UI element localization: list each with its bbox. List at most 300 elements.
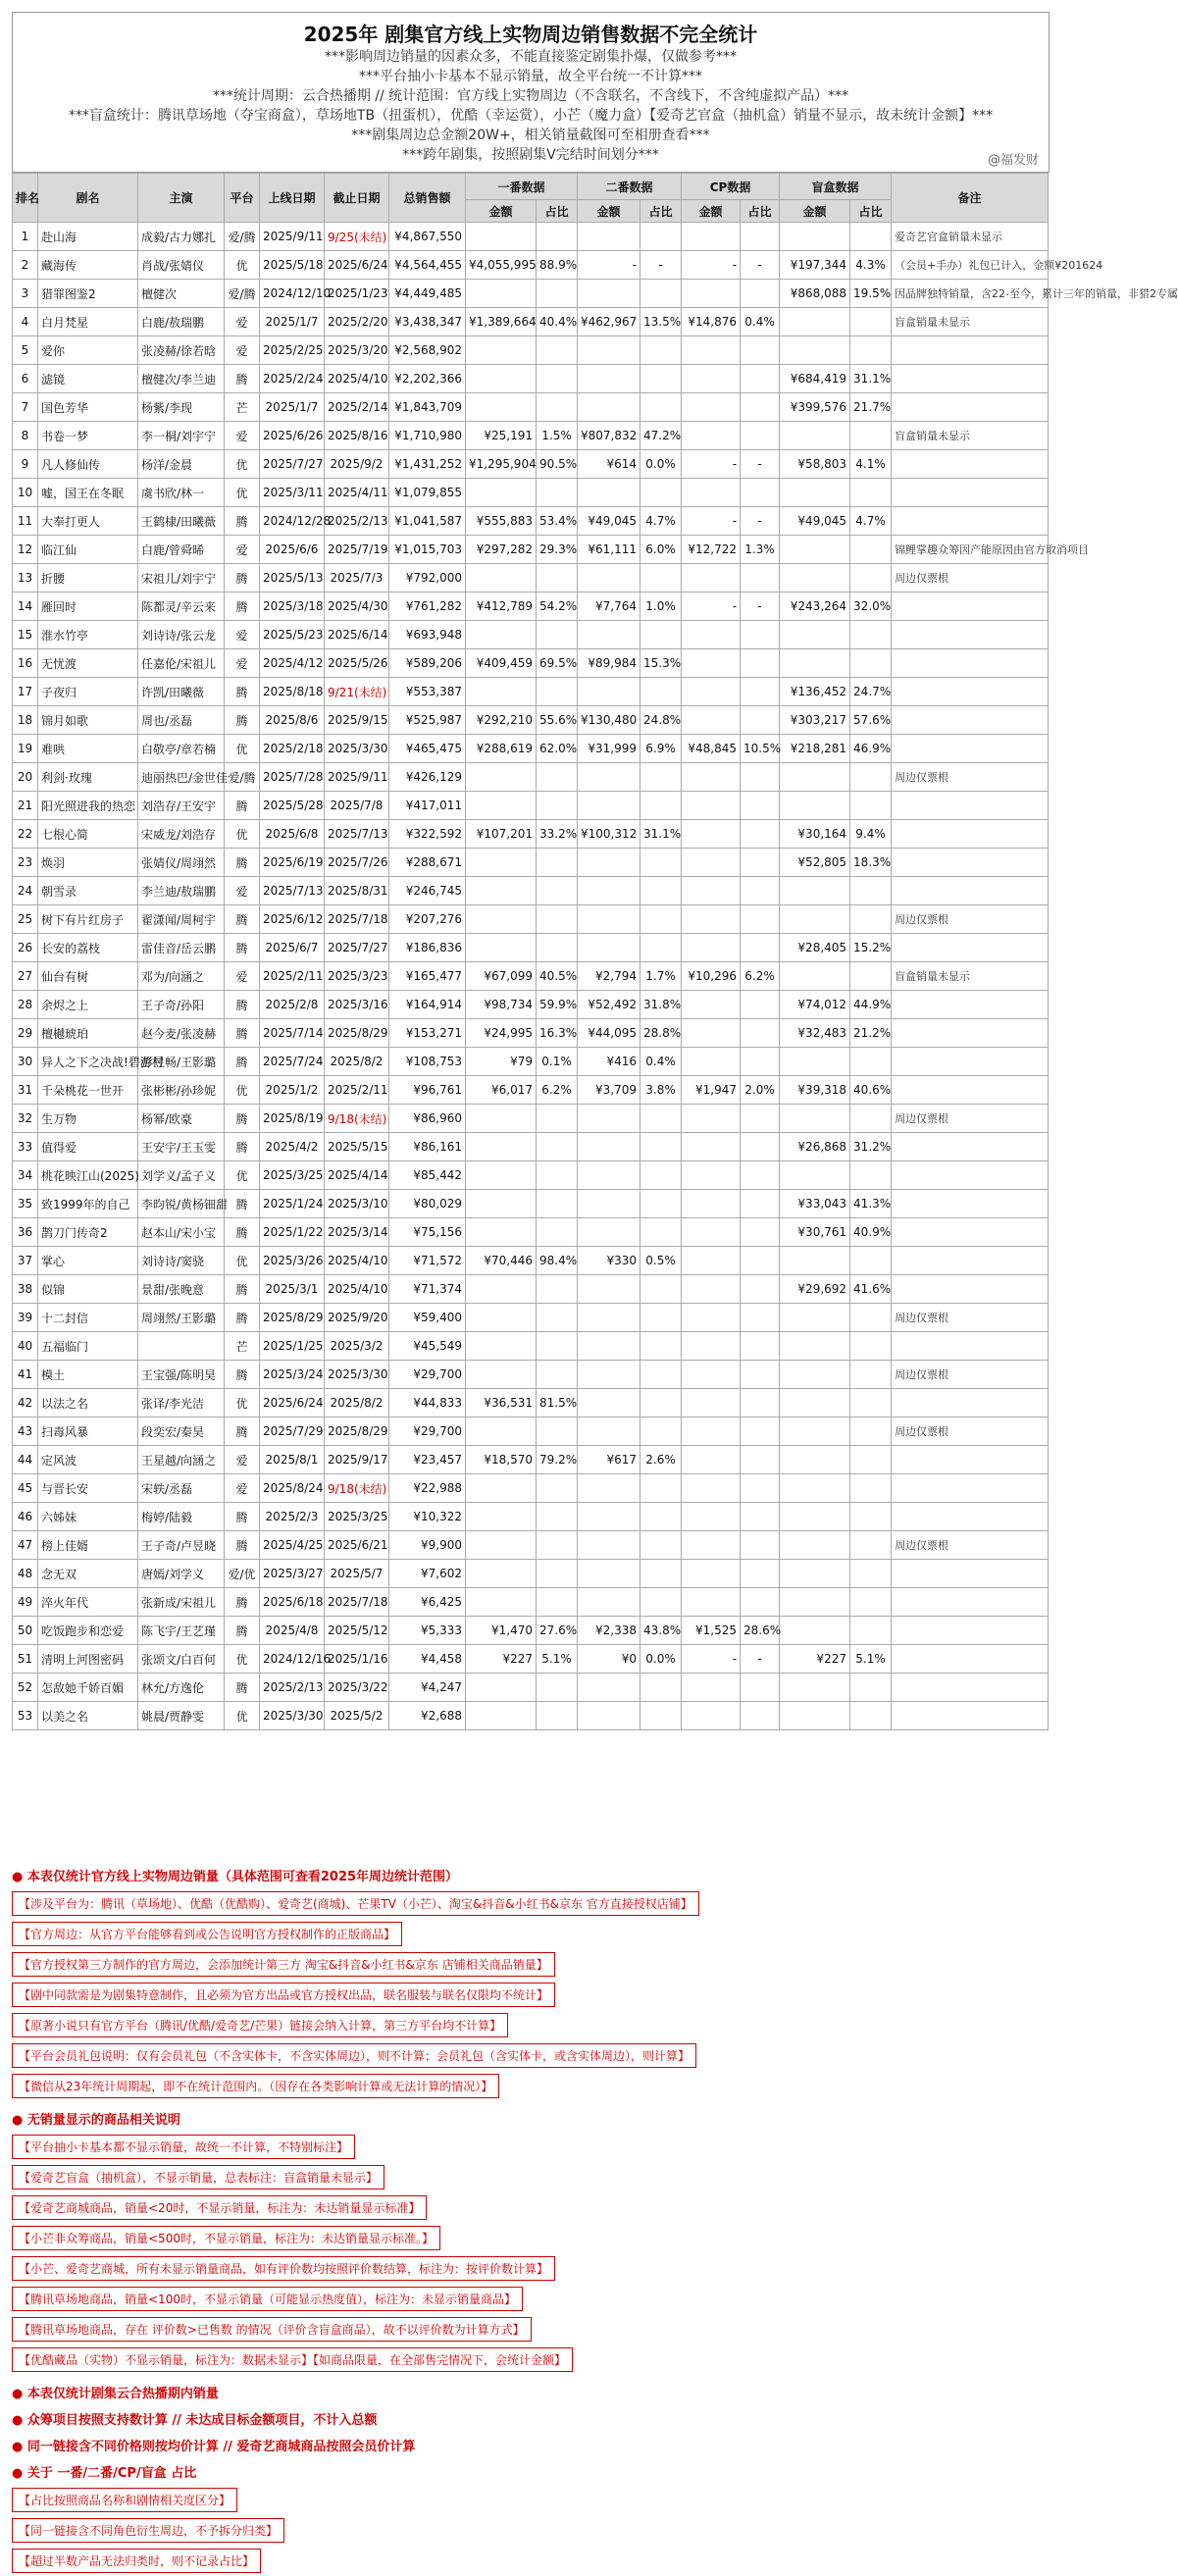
cell-remark bbox=[892, 365, 1049, 393]
cell-rank: 2 bbox=[13, 251, 38, 280]
cell-remark bbox=[892, 1446, 1049, 1474]
cell-cp-share bbox=[741, 1304, 780, 1332]
cell-lead1-amount bbox=[466, 1588, 537, 1617]
cell-lead1-amount bbox=[466, 1503, 537, 1531]
subcol-amount: 金额 bbox=[682, 200, 741, 223]
cell-remark: 周边仅票根 bbox=[892, 564, 1049, 592]
cell-platform: 腾 bbox=[225, 564, 260, 592]
cell-lead2-amount bbox=[578, 1161, 640, 1190]
cell-lead2-amount bbox=[578, 1474, 640, 1503]
cell-end-date: 2025/6/21 bbox=[325, 1531, 389, 1560]
cell-cast: 檀健次 bbox=[138, 280, 225, 308]
note-row bbox=[12, 2040, 1048, 2071]
cell-blindbox-share: 31.2% bbox=[850, 1133, 892, 1161]
cell-lead1-share bbox=[537, 479, 578, 507]
cell-lead2-amount bbox=[578, 1417, 640, 1446]
cell-rank: 36 bbox=[13, 1218, 38, 1247]
cell-total: ¥1,079,855 bbox=[389, 479, 466, 507]
cell-start-date: 2025/8/19 bbox=[260, 1105, 325, 1133]
cell-lead2-share bbox=[640, 678, 682, 706]
cell-remark bbox=[892, 1674, 1049, 1702]
cell-platform: 优 bbox=[225, 1702, 260, 1730]
header-watermark: @福发财 bbox=[987, 153, 1039, 168]
cell-cast: 刘学义/孟子义 bbox=[138, 1161, 225, 1190]
cell-cp-amount bbox=[682, 1161, 741, 1190]
cell-blindbox-share bbox=[850, 479, 892, 507]
cell-cast: 宋轶/丞磊 bbox=[138, 1474, 225, 1503]
table-row bbox=[13, 1645, 1049, 1674]
cell-blindbox-share: 9.4% bbox=[850, 820, 892, 849]
cell-lead1-amount: ¥1,295,904 bbox=[466, 450, 537, 479]
cell-platform: 爱/腾 bbox=[225, 280, 260, 308]
cell-lead2-share: 4.7% bbox=[640, 507, 682, 536]
cell-lead1-share bbox=[537, 792, 578, 820]
notes-section bbox=[12, 1858, 1048, 2576]
cell-start-date: 2025/6/26 bbox=[260, 422, 325, 450]
cell-lead2-share bbox=[640, 934, 682, 962]
cell-lead1-amount: ¥1,389,664 bbox=[466, 308, 537, 336]
cell-cast: 李昀锐/黄杨钿甜 bbox=[138, 1190, 225, 1218]
cell-lead2-share: 31.1% bbox=[640, 820, 682, 849]
cell-blindbox-amount bbox=[780, 621, 850, 649]
cell-title: 似锦 bbox=[38, 1275, 138, 1304]
cell-remark bbox=[892, 336, 1049, 365]
cell-platform: 腾 bbox=[225, 1503, 260, 1531]
cell-blindbox-share: 31.1% bbox=[850, 365, 892, 393]
cell-lead1-share bbox=[537, 1361, 578, 1389]
col-end-date: 截止日期 bbox=[325, 174, 389, 223]
cell-remark bbox=[892, 1247, 1049, 1275]
cell-cp-amount: ¥1,947 bbox=[682, 1076, 741, 1105]
cell-end-date: 2025/7/13 bbox=[325, 820, 389, 849]
cell-cp-share: 0.4% bbox=[741, 308, 780, 336]
cell-platform: 腾 bbox=[225, 507, 260, 536]
cell-total: ¥207,276 bbox=[389, 905, 466, 934]
cell-total: ¥4,564,455 bbox=[389, 251, 466, 280]
cell-cp-share bbox=[741, 1105, 780, 1133]
cell-blindbox-amount bbox=[780, 1503, 850, 1531]
cell-lead1-amount bbox=[466, 877, 537, 905]
cell-title: 桃花映江山(2025) bbox=[38, 1161, 138, 1190]
cell-rank: 52 bbox=[13, 1674, 38, 1702]
cell-remark: 周边仅票根 bbox=[892, 1105, 1049, 1133]
cell-title: 阳光照进我的热恋 bbox=[38, 792, 138, 820]
cell-cp-amount bbox=[682, 706, 741, 735]
cell-total: ¥426,129 bbox=[389, 763, 466, 792]
cell-blindbox-amount: ¥30,761 bbox=[780, 1218, 850, 1247]
cell-platform: 优 bbox=[225, 1389, 260, 1417]
cell-start-date: 2025/5/18 bbox=[260, 251, 325, 280]
cell-remark: 周边仅票根 bbox=[892, 1531, 1049, 1560]
cell-lead1-share bbox=[537, 905, 578, 934]
cell-remark bbox=[892, 991, 1049, 1019]
cell-blindbox-share bbox=[850, 1048, 892, 1076]
cell-lead2-amount bbox=[578, 1304, 640, 1332]
cell-lead2-amount: ¥89,984 bbox=[578, 649, 640, 678]
cell-lead1-share bbox=[537, 1674, 578, 1702]
cell-remark: 因品牌独特销量，含22-至今，累计三年的销量，非猎2专属 bbox=[892, 280, 1049, 308]
cell-blindbox-share bbox=[850, 621, 892, 649]
cell-platform: 腾 bbox=[225, 1417, 260, 1446]
col-total: 总销售额 bbox=[389, 174, 466, 223]
cell-end-date: 2025/3/16 bbox=[325, 991, 389, 1019]
cell-cp-amount bbox=[682, 1417, 741, 1446]
cell-platform: 芒 bbox=[225, 1332, 260, 1361]
cell-lead1-share bbox=[537, 1503, 578, 1531]
cell-blindbox-share bbox=[850, 564, 892, 592]
cell-blindbox-share bbox=[850, 1588, 892, 1617]
cell-blindbox-amount bbox=[780, 1105, 850, 1133]
cell-start-date: 2025/7/13 bbox=[260, 877, 325, 905]
cell-platform: 爱 bbox=[225, 1446, 260, 1474]
cell-lead2-amount bbox=[578, 336, 640, 365]
cell-cp-amount bbox=[682, 621, 741, 649]
cell-lead2-share bbox=[640, 621, 682, 649]
cell-lead1-amount bbox=[466, 1133, 537, 1161]
cell-start-date: 2025/2/13 bbox=[260, 1674, 325, 1702]
cell-end-date: 2025/4/30 bbox=[325, 592, 389, 621]
table-row bbox=[13, 1588, 1049, 1617]
cell-remark bbox=[892, 649, 1049, 678]
cell-cast: 周也/丞磊 bbox=[138, 706, 225, 735]
cell-cast: 王星越/向涵之 bbox=[138, 1446, 225, 1474]
cell-lead2-amount bbox=[578, 564, 640, 592]
cell-lead2-share bbox=[640, 280, 682, 308]
cell-end-date: 2025/4/14 bbox=[325, 1161, 389, 1190]
table-row bbox=[13, 507, 1049, 536]
cell-lead2-share bbox=[640, 1361, 682, 1389]
cell-title: 利剑·玫瑰 bbox=[38, 763, 138, 792]
cell-total: ¥6,425 bbox=[389, 1588, 466, 1617]
cell-title: 藏海传 bbox=[38, 251, 138, 280]
cell-total: ¥5,333 bbox=[389, 1617, 466, 1645]
cell-blindbox-amount bbox=[780, 763, 850, 792]
cell-cp-amount bbox=[682, 1446, 741, 1474]
cell-lead1-amount bbox=[466, 280, 537, 308]
cell-end-date: 2025/5/2 bbox=[325, 1702, 389, 1730]
cell-cp-amount bbox=[682, 1247, 741, 1275]
cell-start-date: 2025/8/1 bbox=[260, 1446, 325, 1474]
cell-platform: 爱 bbox=[225, 336, 260, 365]
cell-lead1-amount: ¥25,191 bbox=[466, 422, 537, 450]
cell-end-date: 2025/3/14 bbox=[325, 1218, 389, 1247]
cell-end-date: 2025/7/18 bbox=[325, 905, 389, 934]
cell-cp-amount bbox=[682, 393, 741, 422]
cell-lead2-amount: ¥52,492 bbox=[578, 991, 640, 1019]
cell-blindbox-amount: ¥74,012 bbox=[780, 991, 850, 1019]
cell-rank: 44 bbox=[13, 1446, 38, 1474]
cell-total: ¥23,457 bbox=[389, 1446, 466, 1474]
cell-platform: 腾 bbox=[225, 1588, 260, 1617]
page-title: 2025年 剧集官方线上实物周边销售数据不完全统计 bbox=[303, 23, 758, 46]
cell-rank: 37 bbox=[13, 1247, 38, 1275]
cell-start-date: 2025/1/25 bbox=[260, 1332, 325, 1361]
cell-rank: 16 bbox=[13, 649, 38, 678]
cell-lead2-amount bbox=[578, 365, 640, 393]
cell-cp-share bbox=[741, 706, 780, 735]
cell-start-date: 2025/8/6 bbox=[260, 706, 325, 735]
header-line-5: ***剧集周边总金额20W+，相关销量截图可至相册查看*** bbox=[351, 128, 710, 143]
cell-cp-share bbox=[741, 1417, 780, 1446]
cell-cp-share bbox=[741, 1474, 780, 1503]
cell-lead2-share: 0.0% bbox=[640, 450, 682, 479]
subcol-share: 占比 bbox=[537, 200, 578, 223]
cell-lead2-amount: ¥7,764 bbox=[578, 592, 640, 621]
cell-end-date: 9/21(未结) bbox=[325, 678, 389, 706]
cell-cast: 刘诗诗/张云龙 bbox=[138, 621, 225, 649]
cell-cp-share bbox=[741, 905, 780, 934]
header-line-2: ***平台抽小卡基本不显示销量，故全平台统一不计算*** bbox=[359, 69, 702, 84]
cell-title: 怎敌她千娇百媚 bbox=[38, 1674, 138, 1702]
cell-lead1-amount bbox=[466, 393, 537, 422]
cell-cast: 刘浩存/王安宇 bbox=[138, 792, 225, 820]
cell-cp-share bbox=[741, 649, 780, 678]
cell-blindbox-share bbox=[850, 763, 892, 792]
cell-end-date: 2025/5/15 bbox=[325, 1133, 389, 1161]
cell-cp-share bbox=[741, 365, 780, 393]
table-row bbox=[13, 678, 1049, 706]
cell-cp-amount: ¥12,722 bbox=[682, 536, 741, 564]
cell-end-date: 2025/2/11 bbox=[325, 1076, 389, 1105]
cell-lead2-share bbox=[640, 792, 682, 820]
cell-platform: 优 bbox=[225, 1161, 260, 1190]
cell-cast: 林允/方逸伦 bbox=[138, 1674, 225, 1702]
table-row bbox=[13, 592, 1049, 621]
cell-lead2-amount bbox=[578, 1674, 640, 1702]
note-row bbox=[12, 2071, 1048, 2101]
cell-blindbox-share bbox=[850, 422, 892, 450]
note-item: 【小芒非众筹商品，销量<500时，不显示销量，标注为：未达销量显示标准。】 bbox=[12, 2226, 440, 2250]
table-row bbox=[13, 479, 1049, 507]
cell-cp-amount: ¥14,876 bbox=[682, 308, 741, 336]
table-row bbox=[13, 1503, 1049, 1531]
cell-platform: 腾 bbox=[225, 1674, 260, 1702]
cell-blindbox-amount: ¥39,318 bbox=[780, 1076, 850, 1105]
col-cp: CP数据 bbox=[682, 174, 780, 200]
cell-rank: 53 bbox=[13, 1702, 38, 1730]
cell-total: ¥59,400 bbox=[389, 1304, 466, 1332]
cell-remark bbox=[892, 1161, 1049, 1190]
cell-total: ¥3,438,347 bbox=[389, 308, 466, 336]
cell-cp-amount bbox=[682, 649, 741, 678]
cell-lead1-amount bbox=[466, 792, 537, 820]
cell-remark: 盲盒销量未显示 bbox=[892, 422, 1049, 450]
cell-platform: 腾 bbox=[225, 678, 260, 706]
cell-blindbox-share bbox=[850, 649, 892, 678]
header-line-6: ***跨年剧集，按照剧集V完结时间划分*** bbox=[402, 147, 659, 163]
cell-blindbox-amount bbox=[780, 336, 850, 365]
cell-lead2-share bbox=[640, 1218, 682, 1247]
cell-lead2-amount: ¥416 bbox=[578, 1048, 640, 1076]
cell-blindbox-amount: ¥33,043 bbox=[780, 1190, 850, 1218]
cell-total: ¥246,745 bbox=[389, 877, 466, 905]
cell-remark: 盲盒销量未显示 bbox=[892, 962, 1049, 991]
cell-lead2-share bbox=[640, 1389, 682, 1417]
cell-cast: 王安宇/王玉雯 bbox=[138, 1133, 225, 1161]
cell-blindbox-share: 4.3% bbox=[850, 251, 892, 280]
cell-title: 异人之下之决战!碧游村 bbox=[38, 1048, 138, 1076]
cell-cp-amount bbox=[682, 934, 741, 962]
cell-cast: 杨洋/金晨 bbox=[138, 450, 225, 479]
cell-cp-share: - bbox=[741, 251, 780, 280]
cell-rank: 47 bbox=[13, 1531, 38, 1560]
cell-blindbox-share: 40.9% bbox=[850, 1218, 892, 1247]
table-row bbox=[13, 905, 1049, 934]
cell-rank: 32 bbox=[13, 1105, 38, 1133]
cell-cp-amount bbox=[682, 820, 741, 849]
cell-rank: 41 bbox=[13, 1361, 38, 1389]
cell-total: ¥465,475 bbox=[389, 735, 466, 763]
cell-lead1-share: 79.2% bbox=[537, 1446, 578, 1474]
cell-start-date: 2025/7/28 bbox=[260, 763, 325, 792]
cell-remark bbox=[892, 592, 1049, 621]
cell-remark bbox=[892, 1503, 1049, 1531]
cell-blindbox-share: 15.2% bbox=[850, 934, 892, 962]
cell-lead2-share: 28.8% bbox=[640, 1019, 682, 1048]
cell-blindbox-share bbox=[850, 877, 892, 905]
note-item: 【超过半数产品无法归类时，则不记录占比】 bbox=[12, 2549, 261, 2573]
cell-blindbox-share bbox=[850, 905, 892, 934]
cell-rank: 10 bbox=[13, 479, 38, 507]
table-row bbox=[13, 1275, 1049, 1304]
cell-blindbox-share bbox=[850, 1332, 892, 1361]
cell-start-date: 2025/3/1 bbox=[260, 1275, 325, 1304]
note-row bbox=[12, 1888, 1048, 1919]
cell-blindbox-share: 18.3% bbox=[850, 849, 892, 877]
cell-title: 清明上河图密码 bbox=[38, 1645, 138, 1674]
note-item: 【腾讯草场地商品，存在 评价数>已售数 的情况（评价含盲盒商品），故不以评价数为计算方式】 bbox=[12, 2317, 532, 2342]
table-row bbox=[13, 1617, 1049, 1645]
cell-blindbox-amount bbox=[780, 223, 850, 251]
cell-cp-share bbox=[741, 849, 780, 877]
cell-platform: 爱 bbox=[225, 621, 260, 649]
table-row bbox=[13, 336, 1049, 365]
cell-platform: 爱 bbox=[225, 877, 260, 905]
cell-cp-amount bbox=[682, 1275, 741, 1304]
cell-lead1-amount: ¥107,201 bbox=[466, 820, 537, 849]
cell-end-date: 2025/3/22 bbox=[325, 1674, 389, 1702]
cell-remark: 周边仅票根 bbox=[892, 1417, 1049, 1446]
cell-platform: 爱/腾 bbox=[225, 223, 260, 251]
cell-cp-amount bbox=[682, 1105, 741, 1133]
cell-end-date: 2025/2/14 bbox=[325, 393, 389, 422]
table-row bbox=[13, 1133, 1049, 1161]
cell-cp-amount bbox=[682, 1019, 741, 1048]
cell-cp-share bbox=[741, 792, 780, 820]
cell-title: 朝雪录 bbox=[38, 877, 138, 905]
cell-blindbox-amount bbox=[780, 1674, 850, 1702]
cell-title: 淮水竹亭 bbox=[38, 621, 138, 649]
cell-cp-amount bbox=[682, 1361, 741, 1389]
cell-end-date: 2025/7/8 bbox=[325, 792, 389, 820]
cell-lead1-share bbox=[537, 1702, 578, 1730]
cell-cp-amount: - bbox=[682, 592, 741, 621]
note-item: 【官方周边：从官方平台能够看到或公告说明官方授权制作的正版商品】 bbox=[12, 1922, 402, 1946]
cell-cast: 王子奇/卢昱晓 bbox=[138, 1531, 225, 1560]
cell-end-date: 2025/7/27 bbox=[325, 934, 389, 962]
col-lead2: 二番数据 bbox=[578, 174, 682, 200]
cell-cp-share bbox=[741, 1560, 780, 1588]
cell-end-date: 2025/5/7 bbox=[325, 1560, 389, 1588]
cell-lead1-share: 90.5% bbox=[537, 450, 578, 479]
cell-remark bbox=[892, 1332, 1049, 1361]
cell-blindbox-share bbox=[850, 1674, 892, 1702]
cell-blindbox-amount bbox=[780, 1617, 850, 1645]
cell-cp-share bbox=[741, 1702, 780, 1730]
cell-lead1-amount bbox=[466, 223, 537, 251]
cell-lead2-amount: ¥0 bbox=[578, 1645, 640, 1674]
cell-cp-amount bbox=[682, 336, 741, 365]
col-platform: 平台 bbox=[225, 174, 260, 223]
table-row bbox=[13, 1446, 1049, 1474]
cell-blindbox-share bbox=[850, 308, 892, 336]
cell-cp-amount: - bbox=[682, 507, 741, 536]
cell-lead1-share bbox=[537, 1161, 578, 1190]
cell-end-date: 2025/3/10 bbox=[325, 1190, 389, 1218]
cell-cp-amount bbox=[682, 763, 741, 792]
cell-title: 榜上佳婿 bbox=[38, 1531, 138, 1560]
col-cast: 主演 bbox=[138, 174, 225, 223]
note-row bbox=[12, 1919, 1048, 1949]
cell-lead2-amount bbox=[578, 1105, 640, 1133]
cell-start-date: 2025/8/24 bbox=[260, 1474, 325, 1503]
table-row bbox=[13, 1474, 1049, 1503]
table-body bbox=[13, 223, 1178, 1730]
cell-blindbox-amount bbox=[780, 962, 850, 991]
col-lead1: 一番数据 bbox=[466, 174, 578, 200]
cell-cast: 唐嫣/刘学义 bbox=[138, 1560, 225, 1588]
cell-remark: 周边仅票根 bbox=[892, 763, 1049, 792]
cell-blindbox-share bbox=[850, 336, 892, 365]
cell-end-date: 2025/7/3 bbox=[325, 564, 389, 592]
cell-remark bbox=[892, 507, 1049, 536]
cell-platform: 腾 bbox=[225, 1361, 260, 1389]
cell-total: ¥792,000 bbox=[389, 564, 466, 592]
cell-lead1-share bbox=[537, 280, 578, 308]
cell-total: ¥45,549 bbox=[389, 1332, 466, 1361]
cell-rank: 8 bbox=[13, 422, 38, 450]
cell-blindbox-amount bbox=[780, 1161, 850, 1190]
cell-title: 以法之名 bbox=[38, 1389, 138, 1417]
cell-lead2-amount bbox=[578, 223, 640, 251]
cell-platform: 腾 bbox=[225, 1190, 260, 1218]
cell-cp-amount bbox=[682, 1190, 741, 1218]
cell-cp-share bbox=[741, 877, 780, 905]
cell-cp-share bbox=[741, 1161, 780, 1190]
cell-remark bbox=[892, 1019, 1049, 1048]
cell-cp-amount bbox=[682, 422, 741, 450]
cell-cp-share bbox=[741, 479, 780, 507]
note-row bbox=[12, 2132, 1048, 2162]
cell-lead2-amount: ¥617 bbox=[578, 1446, 640, 1474]
cell-start-date: 2025/9/11 bbox=[260, 223, 325, 251]
cell-cp-amount bbox=[682, 991, 741, 1019]
cell-title: 鹊刀门传奇2 bbox=[38, 1218, 138, 1247]
notes-section-title: ● 众筹项目按照支持数计算 // 未达成目标金额项目，不计入总额 bbox=[12, 2413, 378, 2428]
cell-rank: 33 bbox=[13, 1133, 38, 1161]
cell-start-date: 2025/5/23 bbox=[260, 621, 325, 649]
cell-blindbox-share: 40.6% bbox=[850, 1076, 892, 1105]
cell-total: ¥165,477 bbox=[389, 962, 466, 991]
cell-lead1-amount bbox=[466, 1190, 537, 1218]
note-row bbox=[12, 1949, 1048, 1980]
cell-cast: 邓为/向涵之 bbox=[138, 962, 225, 991]
cell-cp-amount bbox=[682, 1531, 741, 1560]
cell-title: 念无双 bbox=[38, 1560, 138, 1588]
cell-rank: 23 bbox=[13, 849, 38, 877]
cell-remark: 锦鲤掌趣众筹因产能原因由官方取消项目 bbox=[892, 536, 1049, 564]
cell-cast: 任嘉伦/宋祖儿 bbox=[138, 649, 225, 678]
